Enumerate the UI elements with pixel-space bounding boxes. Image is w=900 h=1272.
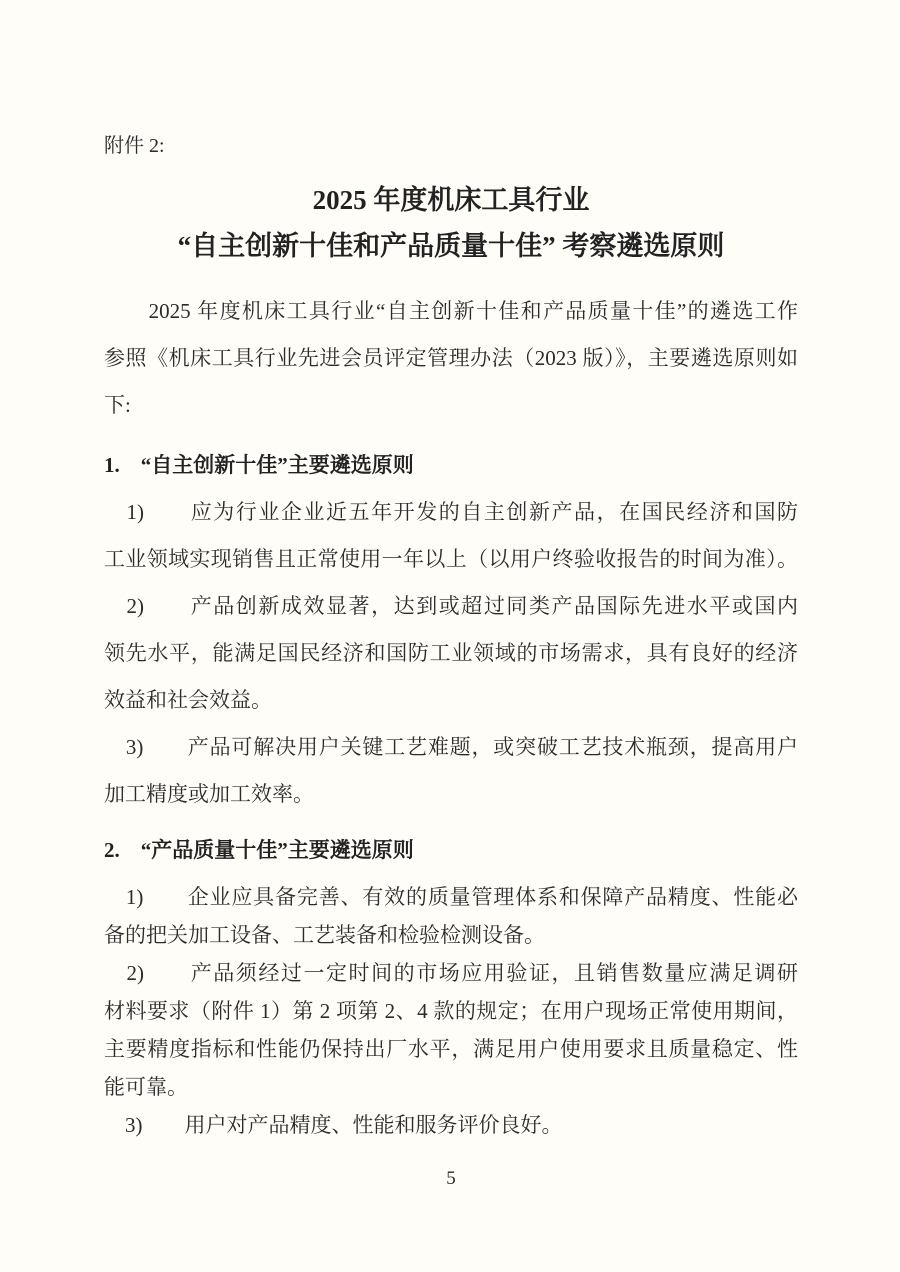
paragraph-line: 1) 应为行业企业近五年开发的自主创新产品，在国民经济和国防 (104, 500, 798, 524)
paragraph-line: 工业领域实现销售且正常使用一年以上（以用户终验收报告的时间为准）。 (104, 547, 798, 571)
section2-item-1 (104, 878, 798, 954)
section2-body (104, 878, 798, 1144)
section1-heading: 1. “自主创新十佳”主要遴选原则 (104, 453, 414, 477)
paragraph-line: 效益和社会效益。 (104, 688, 272, 712)
section1-item-1 (104, 489, 798, 583)
paragraph-line: 材料要求（附件 1）第 2 项第 2、4 款的规定；在用户现场正常使用期间， (104, 999, 798, 1023)
paragraph-line: 2) 产品创新成效显著，达到或超过同类产品国际先进水平或国内 (104, 594, 798, 618)
section2-item-3 (104, 1106, 798, 1144)
paragraph-line: 能可靠。 (104, 1075, 188, 1099)
paragraph-line: 备的把关加工设备、工艺装备和检验检测设备。 (104, 923, 545, 947)
section1-item-2 (104, 583, 798, 724)
intro-paragraph (104, 288, 798, 429)
section2-item-2 (104, 954, 798, 1106)
document-title-line1: 2025 年度机床工具行业 (312, 185, 590, 215)
attachment-label: 附件 2: (104, 135, 165, 157)
paragraph-line: 2025 年度机床工具行业“自主创新十佳和产品质量十佳”的遴选工作 (104, 299, 798, 323)
document-title-line2: “自主创新十佳和产品质量十佳” 考察遴选原则 (177, 231, 725, 261)
paragraph-line: 3) 产品可解决用户关键工艺难题，或突破工艺技术瓶颈，提高用户 (104, 735, 798, 759)
paragraph-line: 2) 产品须经过一定时间的市场应用验证，且销售数量应满足调研 (104, 961, 798, 985)
paragraph-line: 3) 用户对产品精度、性能和服务评价良好。 (104, 1113, 563, 1137)
page-number: 5 (446, 1168, 456, 1189)
section2-heading: 2. “产品质量十佳”主要遴选原则 (104, 838, 414, 862)
section1-item-3 (104, 724, 798, 818)
document-content (104, 0, 798, 1192)
paragraph-line: 领先水平，能满足国民经济和国防工业领域的市场需求，具有良好的经济 (104, 641, 798, 665)
paragraph-line: 参照《机床工具行业先进会员评定管理办法（2023 版）》，主要遴选原则如 (104, 346, 798, 370)
paragraph-line: 下: (104, 393, 131, 417)
paragraph-line: 主要精度指标和性能仍保持出厂水平，满足用户使用要求且质量稳定、性 (104, 1037, 798, 1061)
paragraph-line: 加工精度或加工效率。 (104, 782, 314, 806)
paragraph-line: 1) 企业应具备完善、有效的质量管理体系和保障产品精度、性能必 (104, 885, 798, 909)
